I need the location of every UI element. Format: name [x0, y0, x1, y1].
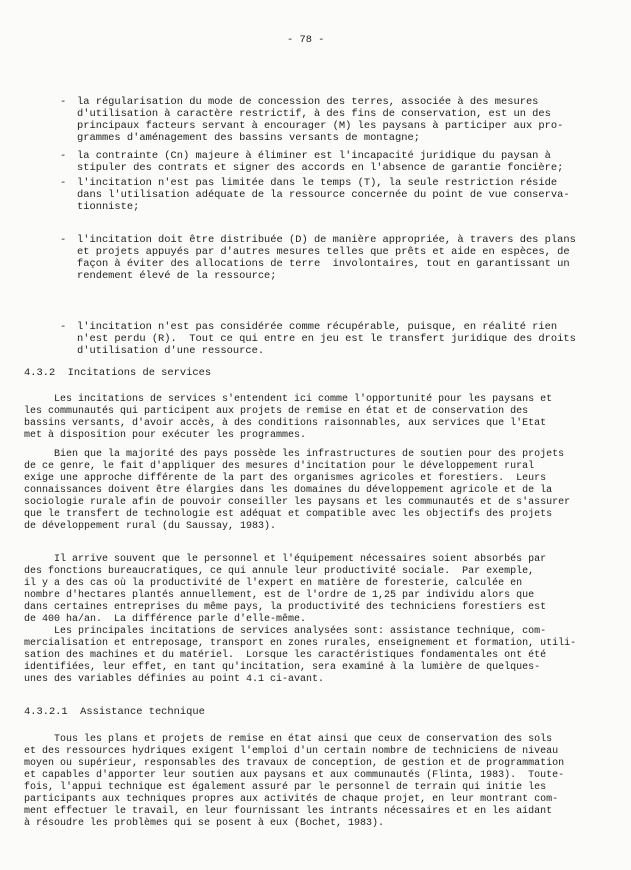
text-line: unes des variables définies au point 4.1 ci-avant.	[24, 674, 325, 685]
bullet-item	[60, 96, 564, 144]
text-line: principaux facteurs servant à encourager (M) les paysans à participer aux pro-	[77, 120, 564, 132]
text-line: l'incitation n'est pas considérée comme récupérable, puisque, en réalité rien	[77, 321, 558, 333]
text-line: à résoudre les problèmes qui se posent à eux (Bochet, 1983).	[24, 818, 385, 829]
bullet-dash: -	[60, 321, 67, 333]
text-line: exige une approche différente de la part des organismes agricoles et forestiers. Leurs	[24, 473, 547, 484]
text-line: identifiées, leur effet, en tant qu'incitation, sera examiné à la lumière de quelques-	[24, 662, 541, 673]
text-line: tionniste;	[77, 201, 140, 213]
text-line: d'utilisation à caractère restrictif, à des fins de conservation, est un des	[77, 108, 551, 120]
text-line: Les principales incitations de services analysées sont: assistance technique, com-	[24, 626, 547, 637]
paragraph	[24, 626, 576, 686]
text-line: de 400 ha/an. La différence parle d'elle-même.	[24, 614, 307, 625]
text-line: de ce genre, le fait d'appliquer des mesures d'incitation pour le développement rural	[24, 461, 535, 472]
text-line: met à disposition pour exécuter les programmes.	[24, 430, 307, 441]
text-line: de développement rural (du Saussay, 1983).	[24, 521, 277, 532]
text-line: que le transfert de technologie est adéquat et compatible avec les objectifs des projets	[24, 509, 553, 520]
text-line: Il arrive souvent que le personnel et l'équipement nécessaires soient absorbés par	[24, 554, 547, 565]
bullet-item	[60, 321, 576, 357]
text-line: grammes d'aménagement des bassins versants de montagne;	[77, 132, 420, 144]
paragraph	[24, 394, 552, 442]
text-line: Bien que la majorité des pays possède les infrastructures de soutien pour des projets	[24, 449, 565, 460]
text-line: la contrainte (Cn) majeure à éliminer est l'incapacité juridique du paysan à	[77, 150, 551, 162]
text-line: 4.3.2 Incitations de services	[24, 367, 212, 379]
text-line: et des ressources hydriques exigent l'emploi d'un certain nombre de techniciens de niveau	[24, 746, 559, 757]
text-line: d'utilisation d'une ressource.	[77, 345, 265, 357]
text-line: Les incitations de services s'entendent ici comme l'opportunité pour les paysans et	[24, 394, 553, 405]
text-line: fois, l'appui technique est également assuré par le personnel de terrain qui initie les	[24, 782, 547, 793]
text-line: moyen ou supérieur, responsables des travaux de conception, de gestion et de programmation	[24, 758, 565, 769]
text-line: connaissances doivent être élargies dans les domaines du développement agricole et de la	[24, 485, 553, 496]
text-line: participants aux techniques propres aux activités de chaque projet, en leur montrant com-	[24, 794, 559, 805]
bullet-item	[60, 234, 576, 282]
section-heading	[24, 706, 205, 718]
text-line: sation des machines et du matériel. Lorsque les caractéristiques fondamentales ont été	[24, 650, 547, 661]
text-line: nombre d'hectares plantés annuellement, est de l'ordre de 1,25 par individu alors que	[24, 590, 535, 601]
bullet-dash: -	[60, 234, 67, 246]
bullet-dash: -	[60, 150, 67, 162]
text-line: stipuler des contrats et signer des accords en l'absence de garantie foncière;	[77, 162, 564, 174]
text-line: des fonctions bureaucratiques, ce qui annule leur productivité sociale. Par exemple,	[24, 566, 535, 577]
page-number: - 78 -	[287, 34, 325, 46]
text-line: l'incitation doit être distribuée (D) de manière appropriée, à travers des plans	[77, 234, 576, 246]
text-line: façon à éviter des allocations de terre involontaires, tout en garantissant un	[77, 258, 570, 270]
paragraph	[24, 554, 546, 626]
text-line: ment effectuer le travail, en leur fournissant les intrants nécessaires et en les aidant	[24, 806, 553, 817]
text-line: sociologie rurale afin de pouvoir conseiller les paysans et les communautés et de s'assurer	[24, 497, 571, 508]
text-line: n'est perdu (R). Tout ce qui entre en jeu est le transfert juridique des droits	[77, 333, 576, 345]
text-line: la régularisation du mode de concession des terres, associée à des mesures	[77, 96, 539, 108]
paragraph	[24, 734, 564, 830]
bullet-dash: -	[60, 96, 67, 108]
text-line: 4.3.2.1 Assistance technique	[24, 706, 205, 718]
text-line: et capables d'apporter leur soutien aux paysans et aux communautés (Flinta, 1983). Toute-	[24, 770, 565, 781]
text-line: les communautés qui participent aux projets de remise en état et de conservation des	[24, 406, 529, 417]
bullet-item	[60, 177, 570, 213]
text-line: l'incitation n'est pas limitée dans le temps (T), la seule restriction réside	[77, 177, 558, 189]
text-line: il y a des cas où la productivité de l'expert en matière de foresterie, calculée en	[24, 578, 523, 589]
bullet-item	[60, 150, 564, 174]
text-line: rendement élevé de la ressource;	[77, 270, 277, 282]
text-line: mercialisation et entreposage, transport en zones rurales, enseignement et formation, utili-	[24, 638, 577, 649]
bullet-dash: -	[60, 177, 67, 189]
text-line: bassins versants, d'avoir accès, à des conditions raisonnables, aux services que l'Etat	[24, 418, 547, 429]
text-line: et projets appuyés par d'autres mesures telles que prêts et aide en espèces, de	[77, 246, 570, 258]
paragraph	[24, 449, 570, 533]
section-heading	[24, 367, 211, 379]
text-line: dans l'utilisation adéquate de la ressource concernée du point de vue conserva-	[77, 189, 570, 201]
text-line: Tous les plans et projets de remise en état ainsi que ceux de conservation des sols	[24, 734, 553, 745]
text-line: dans certaines entreprises du même pays, la productivité des techniciens forestiers est	[24, 602, 547, 613]
